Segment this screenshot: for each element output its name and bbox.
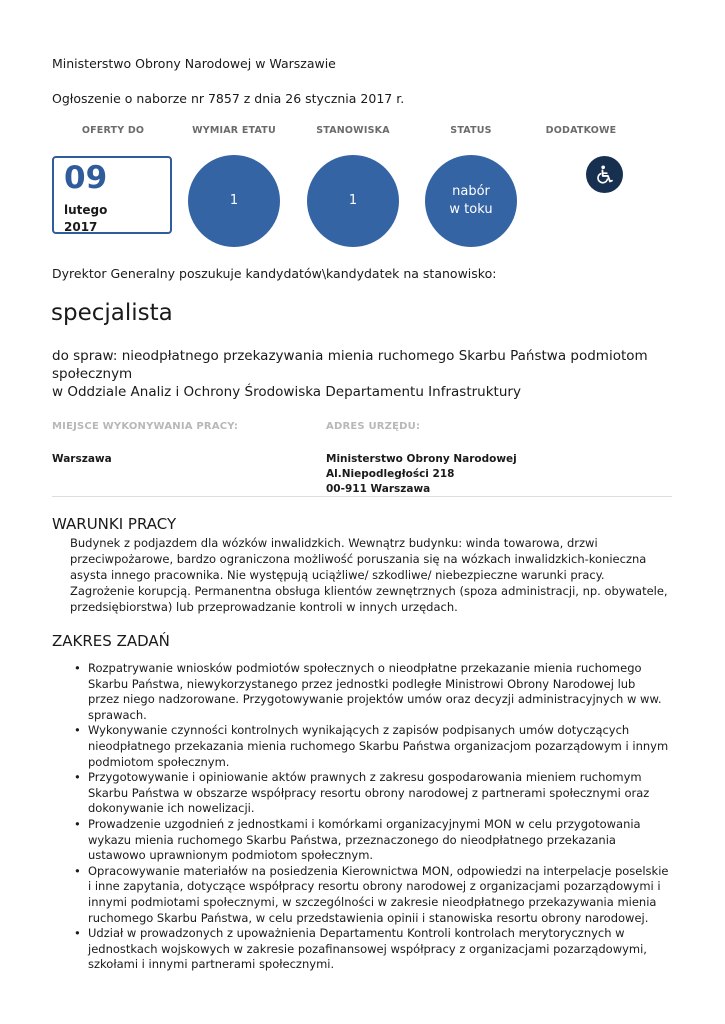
tasks-list (70, 661, 670, 973)
list-item: • Prowadzenie uzgodnień z jednostkami i komórkami organizacyjnymi MON w celu przygotowania wykazu mienia ruchomego Skarbu Państwa, przeznaczonego do nieodpłatnego przekazania ustawowo uprawnionym podmiotom społecznym. (70, 817, 670, 864)
institution-name: Ministerstwo Obrony Narodowej w Warszawie (52, 56, 336, 71)
position-desc-line-3: w Oddziale Analiz i Ochrony Środowiska Departamentu Infrastruktury (52, 384, 521, 400)
header-status: STATUS (450, 125, 492, 136)
office-address-line-3: 00-911 Warszawa (326, 483, 431, 495)
tasks-title: ZAKRES ZADAŃ (52, 632, 170, 650)
position-title: specjalista (51, 300, 173, 326)
position-description (52, 347, 652, 401)
announcement-title: Ogłoszenie o naborze nr 7857 z dnia 26 stycznia 2017 r. (52, 91, 405, 106)
positions-value: 1 (348, 193, 358, 208)
status-circle (425, 155, 517, 247)
list-item: • Opracowywanie materiałów na posiedzenia Kierownictwa MON, odpowiedzi na interpelacje poselskie i inne zapytania, dotyczące współpracy resortu obrony narodowej z organizacjami pozarządowymi i innymi podmiotami społecznymi, w szczególności w zakresie nieodpłatnego przekazywania mienia ruchomego Skarbu Państwa, w celu przedstawienia opinii i stanowiska resortu obrony narodowej. (70, 864, 670, 926)
header-workload: WYMIAR ETATU (192, 125, 276, 136)
deadline-box (52, 156, 172, 234)
office-address-line-1: Ministerstwo Obrony Narodowej (326, 453, 517, 465)
list-item: • Udział w prowadzonych z upoważnienia Departamentu Kontroli kontrolach merytorycznych w jednostkach wojskowych w zakresie pozafinansowej współpracy z organizacjami pozarządowymi, szkołami i innymi partnerami społecznymi. (70, 926, 670, 973)
location-value: Warszawa (52, 453, 112, 465)
office-address-line-2: Al.Niepodległości 218 (326, 468, 455, 480)
office-address-label: ADRES URZĘDU: (326, 421, 421, 432)
wheelchair-icon (586, 156, 623, 193)
location-label: MIEJSCE WYKONYWANIA PRACY: (52, 421, 239, 432)
status-line-1: nabór (452, 184, 490, 199)
list-item: • Rozpatrywanie wniosków podmiotów społecznych o nieodpłatne przekazanie mienia ruchomego Skarbu Państwa, niewykorzystanego przez jednostki podległe Ministrowi Obrony Narodowej lub przez niego nadzorowane. Przygotowywanie projektów umów oraz decyzji administracyjnych w ww. sprawach. (70, 661, 670, 723)
section-divider (52, 496, 672, 497)
status-value (449, 183, 492, 219)
deadline-month: lutego (64, 203, 108, 217)
status-line-2: w toku (449, 202, 493, 217)
position-desc-line-1: do spraw: nieodpłatnego przekazywania mienia ruchomego Skarbu Państwa podmiotom (52, 348, 648, 364)
position-desc-line-2: społecznym (52, 366, 133, 382)
conditions-text: Budynek z podjazdem dla wózków inwalidzkich. Wewnątrz budynku: winda towarowa, drzwi przeciwpożarowe, bardzo ograniczona możliwość poruszania się na wózkach inwalidzkich-konieczna asysta innego pracownika. Nie występują uciążliwe/ szkodliwe/ niebezpieczne warunki pracy. Zagrożenie korupcją. Permanentna obsługa klientów zewnętrznych (spoza administracji, np. obywatele, przedsiębiorstwa) lub przeprowadzanie kontroli w innych urzędach. (70, 536, 668, 614)
header-extras: DODATKOWE (545, 125, 617, 136)
list-item: • Przygotowywanie i opiniowanie aktów prawnych z zakresu gospodarowania mieniem ruchomym Skarbu Państwa w obszarze współpracy resortu obrony narodowej z partnerami społecznymi oraz dokonywanie ich nowelizacji. (70, 770, 670, 817)
intro-text: Dyrektor Generalny poszukuje kandydatów\kandydatek na stanowisko: (52, 266, 497, 281)
deadline-month-year (64, 202, 107, 236)
header-positions: STANOWISKA (316, 125, 390, 136)
deadline-year: 2017 (64, 220, 98, 234)
office-address (326, 452, 517, 497)
deadline-day: 09 (64, 160, 108, 196)
header-offers-until: OFERTY DO (81, 125, 145, 136)
list-item: • Wykonywanie czynności kontrolnych wynikających z zapisów podpisanych umów dotyczących nieodpłatnego przekazania mienia ruchomego Skarbu Państwa organizacjom pozarządowym i innym podmiotom społecznym. (70, 723, 670, 770)
workload-circle (188, 155, 280, 247)
conditions-title: WARUNKI PRACY (52, 515, 177, 533)
wheelchair-glyph (594, 164, 616, 186)
positions-circle (307, 155, 399, 247)
workload-value: 1 (229, 193, 239, 208)
